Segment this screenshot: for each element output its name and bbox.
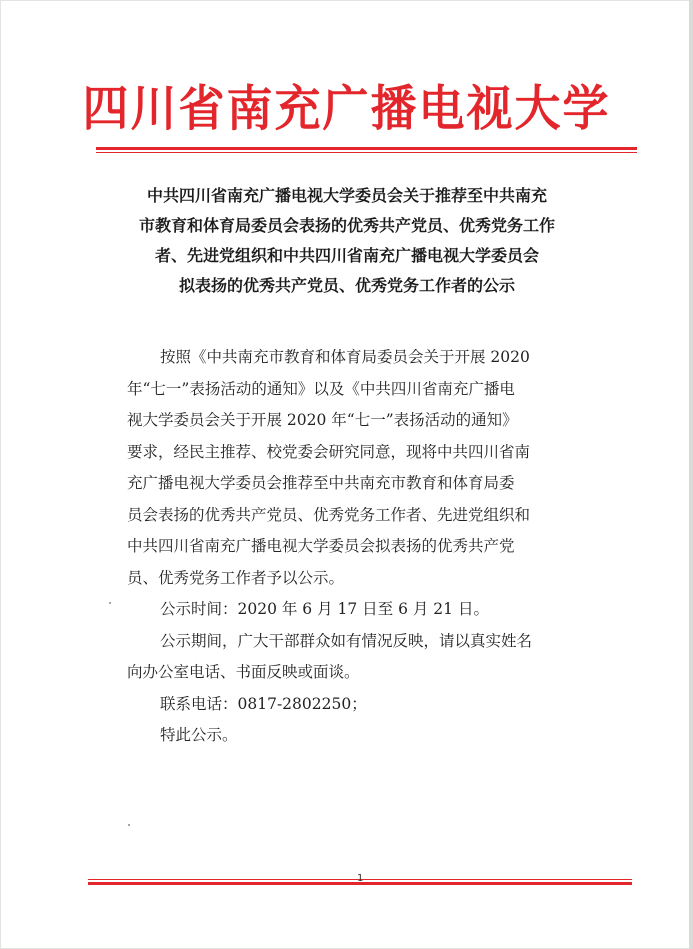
closing-statement: 特此公示。: [160, 726, 238, 744]
masthead-title: 四川省南充广播电视大学: [82, 79, 611, 137]
contact-phone: 联系电话：0817-2802250；: [160, 694, 367, 713]
paragraph-line: 员、优秀党务工作者予以公示。: [127, 568, 345, 587]
paragraph-line: 要求，经民主推荐、校党委会研究同意，现将中共四川省南: [127, 442, 531, 461]
paragraph-line: 按照《中共南充市教育和体育局委员会关于开展 2020: [160, 348, 530, 366]
masthead-rule-thick: [96, 147, 637, 150]
title-line: 拟表扬的优秀共产党员、优秀党务工作者的公示: [178, 276, 515, 295]
scan-speck: [109, 602, 111, 604]
scan-speck: [128, 824, 130, 826]
feedback-line: 公示期间，广大干部群众如有情况反映，请以真实姓名: [160, 631, 533, 650]
page-number: 1: [357, 873, 364, 884]
document-body: [127, 342, 607, 752]
title-line: 市教育和体育局委员会表扬的优秀共产党员、优秀党务工作: [138, 216, 555, 235]
paragraph-line: 中共四川省南充广播电视大学委员会拟表扬的优秀共产党: [127, 537, 515, 555]
publicity-time: 公示时间：2020 年 6 月 17 日至 6 月 21 日。: [160, 600, 489, 618]
paragraph-line: 视大学委员会关于开展 2020 年“七一”表扬活动的通知》: [127, 411, 518, 429]
title-line: 者、先进党组织和中共四川省南充广播电视大学委员会: [154, 246, 539, 265]
paragraph-line: 年“七一”表扬活动的通知》以及《中共四川省南充广播电: [127, 379, 515, 398]
masthead-rule-thin: [96, 152, 637, 153]
document-title: [110, 181, 584, 301]
paragraph-line: 员会表扬的优秀共产党员、优秀党务工作者、先进党组织和: [127, 505, 531, 524]
title-line: 中共四川省南充广播电视大学委员会关于推荐至中共南充: [146, 186, 547, 205]
paragraph-line: 充广播电视大学委员会推荐至中共南充市教育和体育局委: [127, 474, 515, 492]
feedback-line: 向办公室电话、书面反映或面谈。: [127, 663, 360, 681]
page-edge-shadow: [689, 0, 693, 949]
